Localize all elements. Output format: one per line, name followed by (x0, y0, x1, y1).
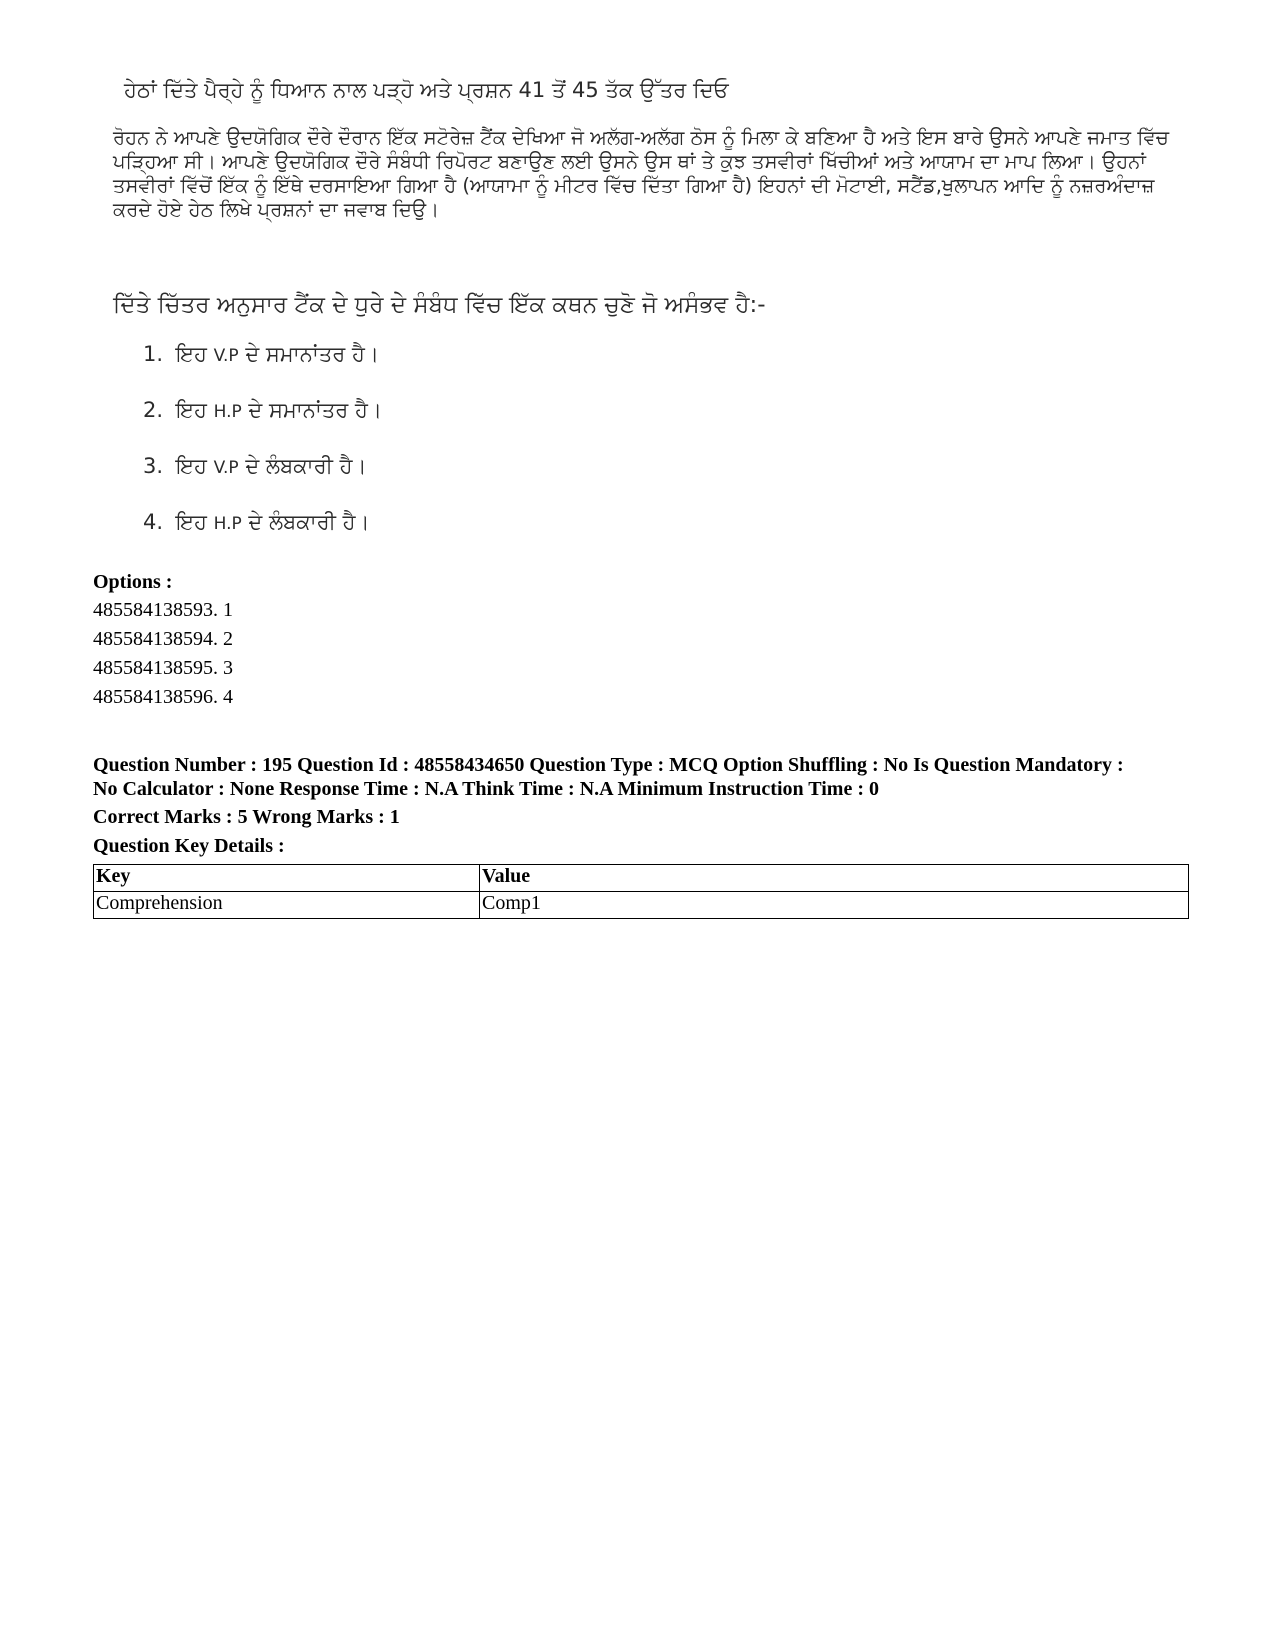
choice-number: 3. (143, 454, 164, 478)
choice-plane: H.P (213, 514, 242, 534)
choice-prefix: ਇਹ (175, 510, 207, 534)
choice-prefix: ਇਹ (175, 454, 207, 478)
key-details-heading: Question Key Details : (93, 835, 285, 857)
choice-1 (143, 342, 379, 367)
choice-prefix: ਇਹ (175, 398, 207, 422)
option-line: 485584138596. 4 (93, 686, 233, 708)
choice-number: 4. (143, 510, 164, 534)
choice-plane: V.P (213, 458, 239, 478)
choice-plane: V.P (213, 346, 239, 366)
table-header: Value (480, 865, 1189, 892)
choice-suffix: ਦੇ ਸਮਾਨਾਂਤਰ ਹੈ। (245, 342, 379, 366)
key-details-table (93, 864, 1189, 919)
table-header: Key (94, 865, 480, 892)
options-heading: Options : (93, 571, 173, 593)
choice-suffix: ਦੇ ਲੰਬਕਾਰੀ ਹੈ। (245, 454, 367, 478)
choice-number: 1. (143, 342, 164, 366)
choice-4 (143, 510, 370, 535)
choice-plane: H.P (213, 402, 242, 422)
choice-number: 2. (143, 398, 164, 422)
comprehension-passage: ਰੋਹਨ ਨੇ ਆਪਣੇ ਉਦਯੋਗਿਕ ਦੌਰੇ ਦੌਰਾਨ ਇੱਕ ਸਟੋਰੇਜ਼ ਟੈਂਕ ਦੇਖਿਆ ਜੋ ਅਲੱਗ-ਅਲੱਗ ਠੋਸ ਨੂੰ ਮਿਲਾ ਕੇ ਬਣਿਆ ਹੈ ਅਤੇ ਇਸ ਬਾਰੇ ਉਸਨੇ ਆਪਣੇ ਜਮਾਤ ਵਿੱਚ ਪੜ੍ਹਿਆ ਸੀ। ਆਪਣੇ ਉਦਯੋਗਿਕ ਦੌਰੇ ਸੰਬੰਧੀ ਰਿਪੋਰਟ ਬਣਾਉਣ ਲਈ ਉਸਨੇ ਉਸ ਥਾਂ ਤੇ ਕੁਝ ਤਸਵੀਰਾਂ ਖਿੱਚੀਆਂ ਅਤੇ ਆਯਾਮ ਦਾ ਮਾਪ ਲਿਆ। ਉਹਨਾਂ ਤਸਵੀਰਾਂ ਵਿੱਚੋਂ ਇੱਕ ਨੂੰ ਇੱਥੇ ਦਰਸਾਇਆ ਗਿਆ ਹੈ (ਆਯਾਮਾ ਨੂੰ ਮੀਟਰ ਵਿੱਚ ਦਿੱਤਾ ਗਿਆ ਹੈ) ਇਹਨਾਂ ਦੀ ਮੋਟਾਈ, ਸਟੈਂਡ,ਖੁਲਾਪਨ ਆਦਿ ਨੂੰ ਨਜ਼ਰਅੰਦਾਜ਼ ਕਰਦੇ ਹੋਏ ਹੇਠ ਲਿਖੇ ਪ੍ਰਸ਼ਨਾਂ ਦਾ ਜਵਾਬ ਦਿਉ। (113, 126, 1169, 221)
table-row (94, 892, 1189, 919)
choice-prefix: ਇਹ (175, 342, 207, 366)
option-line: 485584138593. 1 (93, 599, 233, 621)
option-line: 485584138594. 2 (93, 628, 233, 650)
question-meta-line: Question Number : 195 Question Id : 48558434650 Question Type : MCQ Option Shuffling : No Is Question Mandatory : (93, 754, 1124, 776)
choice-2 (143, 398, 382, 423)
table-cell: Comp1 (480, 892, 1189, 919)
question-text: ਦਿੱਤੇ ਚਿੱਤਰ ਅਨੁਸਾਰ ਟੈਂਕ ਦੇ ਧੁਰੇ ਦੇ ਸੰਬੰਧ ਵਿੱਚ ਇੱਕ ਕਥਨ ਚੁਣੋ ਜੋ ਅਸੰਭਵ ਹੈ:- (113, 292, 766, 318)
marks-line: Correct Marks : 5 Wrong Marks : 1 (93, 806, 400, 828)
choice-suffix: ਦੇ ਲੰਬਕਾਰੀ ਹੈ। (248, 510, 370, 534)
comprehension-instruction: ਹੇਠਾਂ ਦਿੱਤੇ ਪੈਰ੍ਹੇ ਨੂੰ ਧਿਆਨ ਨਾਲ ਪੜ੍ਹੋ ਅਤੇ ਪ੍ਰਸ਼ਨ 41 ਤੋਂ 45 ਤੱਕ ਉੱਤਰ ਦਿਓ (124, 78, 729, 102)
question-meta-line: No Calculator : None Response Time : N.A Think Time : N.A Minimum Instruction Time : 0 (93, 778, 879, 800)
choice-3 (143, 454, 367, 479)
table-header-row (94, 865, 1189, 892)
option-line: 485584138595. 3 (93, 657, 233, 679)
table-cell: Comprehension (94, 892, 480, 919)
choice-suffix: ਦੇ ਸਮਾਨਾਂਤਰ ਹੈ। (248, 398, 383, 422)
